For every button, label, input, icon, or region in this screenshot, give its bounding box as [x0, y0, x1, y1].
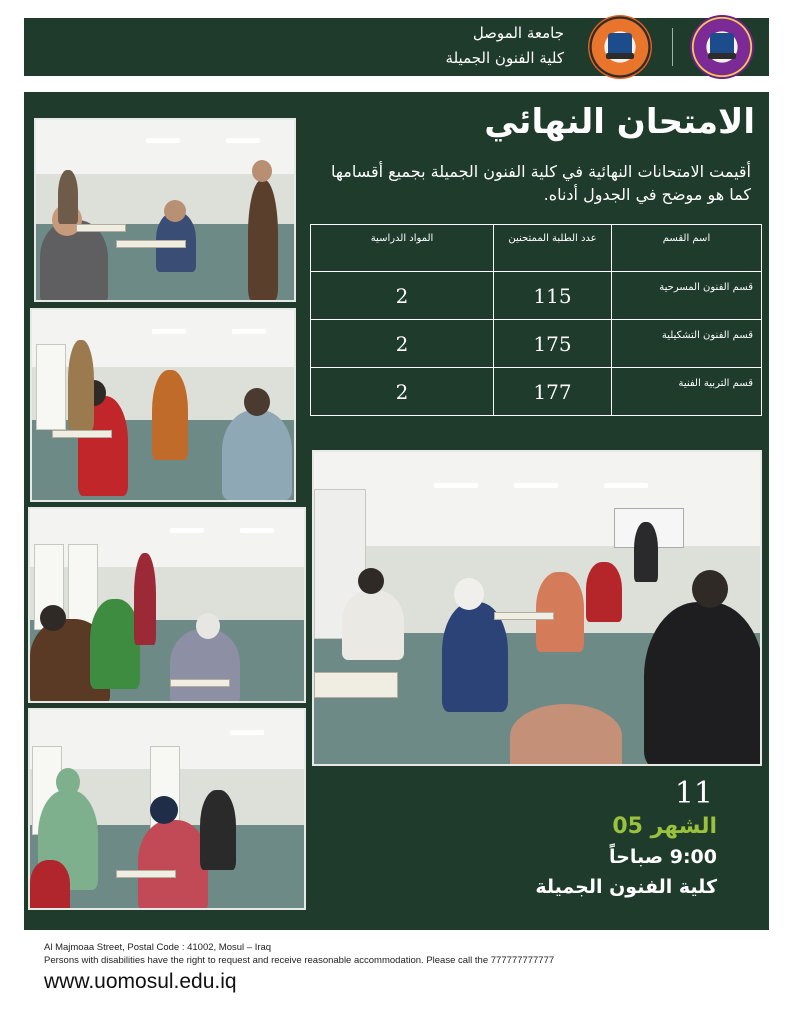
students-cell: 177 — [494, 368, 612, 416]
date-month: الشهر 05 — [612, 814, 717, 839]
students-cell: 175 — [494, 320, 612, 368]
university-name: جامعة الموصل — [472, 24, 564, 42]
exam-photo-2 — [30, 308, 296, 502]
main-panel — [24, 92, 769, 930]
college-logo — [690, 15, 754, 79]
exam-time: 9:00 صباحاً — [609, 846, 717, 868]
department-cell: قسم التربية الفنية — [612, 368, 762, 416]
exam-photo-1 — [34, 118, 296, 302]
column-header: عدد الطلبة الممتحنين — [494, 225, 612, 272]
footer-accessibility-note: Persons with disabilities have the right to request and receive reasonable accommodation. Please call the 777777777777 — [44, 955, 555, 966]
table-row — [311, 368, 762, 416]
header-divider — [672, 28, 673, 66]
date-day: 11 — [674, 776, 713, 811]
department-cell: قسم الفنون المسرحية — [612, 272, 762, 320]
students-cell: 115 — [494, 272, 612, 320]
exam-photo-large — [312, 450, 762, 766]
header-banner — [24, 18, 769, 76]
exam-photo-4 — [28, 708, 306, 910]
column-header: المواد الدراسية — [311, 225, 494, 272]
table-header-row — [311, 225, 762, 272]
department-cell: قسم الفنون التشكيلية — [612, 320, 762, 368]
table-row — [311, 320, 762, 368]
footer-website-link[interactable]: www.uomosul.edu.iq — [44, 970, 237, 993]
subjects-cell: 2 — [311, 272, 494, 320]
subjects-cell: 2 — [311, 368, 494, 416]
footer-address: Al Majmoaa Street, Postal Code : 41002, Mosul – Iraq — [44, 942, 272, 953]
college-name: كلية الفنون الجميلة — [445, 49, 564, 67]
university-logo — [588, 15, 652, 79]
table-row — [311, 272, 762, 320]
intro-paragraph: أقيمت الامتحانات النهائية في كلية الفنون الجميلة بجميع أقسامها كما هو موضح في الجدول أدناه. — [331, 162, 751, 204]
column-header: اسم القسم — [612, 225, 762, 272]
exam-place: كلية الفنون الجميلة — [535, 876, 717, 898]
exam-photo-3 — [28, 507, 306, 703]
exam-table — [310, 224, 762, 416]
page-title: الامتحان النهائي — [484, 102, 755, 142]
subjects-cell: 2 — [311, 320, 494, 368]
